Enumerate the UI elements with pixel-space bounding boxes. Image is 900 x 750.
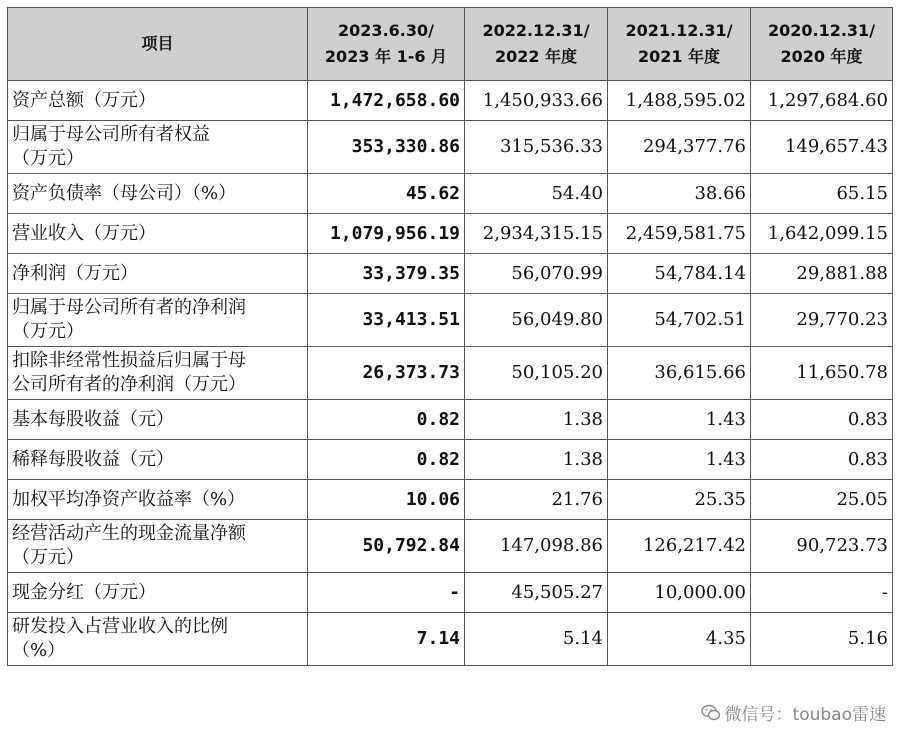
header-2020: 2020.12.31/ 2020 年度 bbox=[751, 8, 893, 81]
cell-value: 10.06 bbox=[308, 480, 465, 520]
row-label: 归属于母公司所有者的净利润 （万元） bbox=[8, 294, 308, 347]
cell-value: 25.05 bbox=[751, 480, 893, 520]
cell-value: 26,373.73 bbox=[308, 347, 465, 400]
cell-value: 1.43 bbox=[608, 400, 751, 440]
row-label: 基本每股收益（元） bbox=[8, 400, 308, 440]
cell-value: 25.35 bbox=[608, 480, 751, 520]
cell-value: 0.82 bbox=[308, 440, 465, 480]
cell-value: 294,377.76 bbox=[608, 121, 751, 174]
cell-value: 1,488,595.02 bbox=[608, 81, 751, 121]
cell-value: 33,413.51 bbox=[308, 294, 465, 347]
table-row bbox=[8, 121, 893, 174]
cell-value: 38.66 bbox=[608, 174, 751, 214]
cell-value: 126,217.42 bbox=[608, 520, 751, 573]
cell-value: 147,098.86 bbox=[465, 520, 608, 573]
cell-value: 0.83 bbox=[751, 400, 893, 440]
row-label: 资产负债率（母公司）（%） bbox=[8, 174, 308, 214]
cell-value: 21.76 bbox=[465, 480, 608, 520]
cell-value: 50,792.84 bbox=[308, 520, 465, 573]
table-row bbox=[8, 81, 893, 121]
watermark-text: 微信号：toubao雷速 bbox=[724, 705, 886, 725]
row-label: 归属于母公司所有者权益 （万元） bbox=[8, 121, 308, 174]
table-row bbox=[8, 520, 893, 573]
cell-value: 65.15 bbox=[751, 174, 893, 214]
table-row bbox=[8, 480, 893, 520]
cell-value: 33,379.35 bbox=[308, 254, 465, 294]
cell-value: 29,770.23 bbox=[751, 294, 893, 347]
cell-value: 10,000.00 bbox=[608, 573, 751, 613]
cell-value: 1,450,933.66 bbox=[465, 81, 608, 121]
row-label: 研发投入占营业收入的比例 （%） bbox=[8, 613, 308, 666]
cell-value: 1.43 bbox=[608, 440, 751, 480]
cell-value: 11,650.78 bbox=[751, 347, 893, 400]
cell-value: 2,459,581.75 bbox=[608, 214, 751, 254]
table-row bbox=[8, 400, 893, 440]
table-row bbox=[8, 347, 893, 400]
table-row bbox=[8, 613, 893, 666]
cell-value: 1,079,956.19 bbox=[308, 214, 465, 254]
table-row bbox=[8, 440, 893, 480]
cell-value: 54.40 bbox=[465, 174, 608, 214]
cell-value: - bbox=[308, 573, 465, 613]
cell-value: 1,642,099.15 bbox=[751, 214, 893, 254]
table-row bbox=[8, 214, 893, 254]
row-label: 稀释每股收益（元） bbox=[8, 440, 308, 480]
row-label: 经营活动产生的现金流量净额 （万元） bbox=[8, 520, 308, 573]
cell-value: 0.83 bbox=[751, 440, 893, 480]
table-row bbox=[8, 254, 893, 294]
header-2021: 2021.12.31/ 2021 年度 bbox=[608, 8, 751, 81]
cell-value: 54,702.51 bbox=[608, 294, 751, 347]
table-body bbox=[8, 81, 893, 666]
cell-value: 45,505.27 bbox=[465, 573, 608, 613]
cell-value: 5.14 bbox=[465, 613, 608, 666]
cell-value: - bbox=[751, 573, 893, 613]
cell-value: 1,472,658.60 bbox=[308, 81, 465, 121]
row-label: 营业收入（万元） bbox=[8, 214, 308, 254]
table-row bbox=[8, 174, 893, 214]
cell-value: 50,105.20 bbox=[465, 347, 608, 400]
row-label: 资产总额（万元） bbox=[8, 81, 308, 121]
cell-value: 2,934,315.15 bbox=[465, 214, 608, 254]
financial-data-table bbox=[7, 7, 893, 666]
table-header-row bbox=[8, 8, 893, 81]
wechat-icon bbox=[701, 704, 721, 722]
cell-value: 56,070.99 bbox=[465, 254, 608, 294]
row-label: 净利润（万元） bbox=[8, 254, 308, 294]
row-label: 加权平均净资产收益率（%） bbox=[8, 480, 308, 520]
header-item: 项目 bbox=[8, 8, 308, 81]
cell-value: 56,049.80 bbox=[465, 294, 608, 347]
table-row bbox=[8, 573, 893, 613]
cell-value: 90,723.73 bbox=[751, 520, 893, 573]
cell-value: 149,657.43 bbox=[751, 121, 893, 174]
cell-value: 29,881.88 bbox=[751, 254, 893, 294]
cell-value: 36,615.66 bbox=[608, 347, 751, 400]
cell-value: 1.38 bbox=[465, 400, 608, 440]
cell-value: 315,536.33 bbox=[465, 121, 608, 174]
cell-value: 4.35 bbox=[608, 613, 751, 666]
cell-value: 1,297,684.60 bbox=[751, 81, 893, 121]
row-label: 扣除非经常性损益后归属于母 公司所有者的净利润（万元） bbox=[8, 347, 308, 400]
cell-value: 45.62 bbox=[308, 174, 465, 214]
cell-value: 5.16 bbox=[751, 613, 893, 666]
row-label: 现金分红（万元） bbox=[8, 573, 308, 613]
cell-value: 54,784.14 bbox=[608, 254, 751, 294]
cell-value: 353,330.86 bbox=[308, 121, 465, 174]
table-row bbox=[8, 294, 893, 347]
watermark bbox=[701, 700, 886, 725]
header-2022: 2022.12.31/ 2022 年度 bbox=[465, 8, 608, 81]
cell-value: 0.82 bbox=[308, 400, 465, 440]
header-2023-h1: 2023.6.30/ 2023 年 1-6 月 bbox=[308, 8, 465, 81]
cell-value: 1.38 bbox=[465, 440, 608, 480]
cell-value: 7.14 bbox=[308, 613, 465, 666]
